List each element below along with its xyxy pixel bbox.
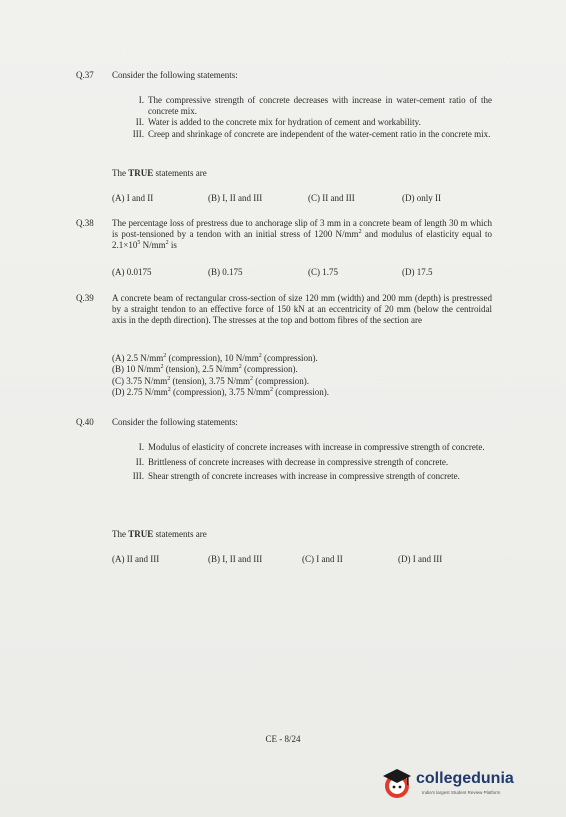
- statement: II. Water is added to the concrete mix for hydration of cement and workability.: [135, 117, 421, 127]
- page-footer: CE - 8/24: [265, 734, 301, 744]
- graduate-cap-icon: [380, 766, 414, 802]
- question-number: Q.37: [76, 70, 94, 80]
- option-c[interactable]: (C) 1.75: [308, 267, 338, 277]
- statement: I. The compressive strength of concrete decreases with increase in water-cement ratio of the concrete mix.: [138, 95, 492, 116]
- option-b[interactable]: (B) I, II and III: [208, 193, 263, 203]
- question-stem: The percentage loss of prestress due to anchorage slip of 3 mm in a concrete beam of length 30 m which is post-tensioned by a tendon with an initial stress of 1200 $N/mm^2$ and modulus of elasticity equal to $2.1\times 10^5$ $N/mm^2$ is: [112, 218, 492, 250]
- collegedunia-logo[interactable]: [378, 764, 528, 804]
- option-a[interactable]: (A) I and II: [112, 193, 154, 203]
- option-a[interactable]: (A) 0.0175: [112, 267, 152, 277]
- option-c[interactable]: (C) 3.75 $N/mm^2$ (tension), 3.75 $N/mm^2$ (compression).: [112, 375, 309, 386]
- statements-lead: The TRUE statements are: [112, 529, 207, 539]
- option-a[interactable]: (A) II and III: [112, 554, 160, 564]
- statement: II. Brittleness of concrete increases with decrease in compressive strength of concrete.: [135, 456, 449, 467]
- logo-tagline: India's largest Student Review Platform: [422, 790, 501, 795]
- question-stem: A concrete beam of rectangular cross-section of size 120 mm (width) and 200 mm (depth) is prestressed by a straight tendon to an effective force of 150 kN at an eccentricity of 20 mm (below the centroidal axis in the depth direction). The stresses at the top and bottom fibres of the section are: [112, 293, 492, 325]
- option-d[interactable]: (D) only II: [402, 193, 441, 203]
- option-d[interactable]: (D) 2.75 $N/mm^2$ (compression), 3.75 $N/mm^2$ (compression).: [112, 386, 329, 397]
- option-b[interactable]: (B) I, II and III: [208, 554, 263, 564]
- statement: III. Shear strength of concrete increases with increase in compressive strength of concrete.: [132, 471, 460, 481]
- question-number: Q.38: [76, 218, 94, 228]
- statements-lead: The TRUE statements are: [112, 168, 207, 178]
- option-d[interactable]: (D) 17.5: [402, 267, 433, 277]
- option-d[interactable]: (D) I and III: [398, 554, 443, 564]
- question-number: Q.40: [76, 417, 94, 427]
- statement: III. Creep and shrinkage of concrete are independent of the water-cement ratio in the concrete mix.: [132, 128, 491, 139]
- question-stem: Consider the following statements:: [112, 417, 238, 427]
- question-number: Q.39: [76, 293, 94, 303]
- option-b[interactable]: (B) 0.175: [208, 267, 243, 277]
- option-a[interactable]: (A) 2.5 $N/mm^2$ (compression), 10 $N/mm^2$ (compression).: [112, 353, 318, 363]
- logo-wordmark: collegedunia: [416, 770, 514, 787]
- option-list: [112, 353, 329, 398]
- statement-list: [122, 95, 492, 140]
- option-c[interactable]: (C) II and III: [308, 193, 355, 203]
- statement: I. Modulus of elasticity of concrete increases with increase in compressive strength of concrete.: [138, 442, 485, 452]
- question-stem: Consider the following statements:: [112, 70, 238, 80]
- option-b[interactable]: (B) 10 $N/mm^2$ (tension), 2.5 $N/mm^2$ (compression).: [112, 364, 298, 375]
- statement-list: [122, 442, 492, 483]
- option-c[interactable]: (C) I and II: [302, 554, 343, 564]
